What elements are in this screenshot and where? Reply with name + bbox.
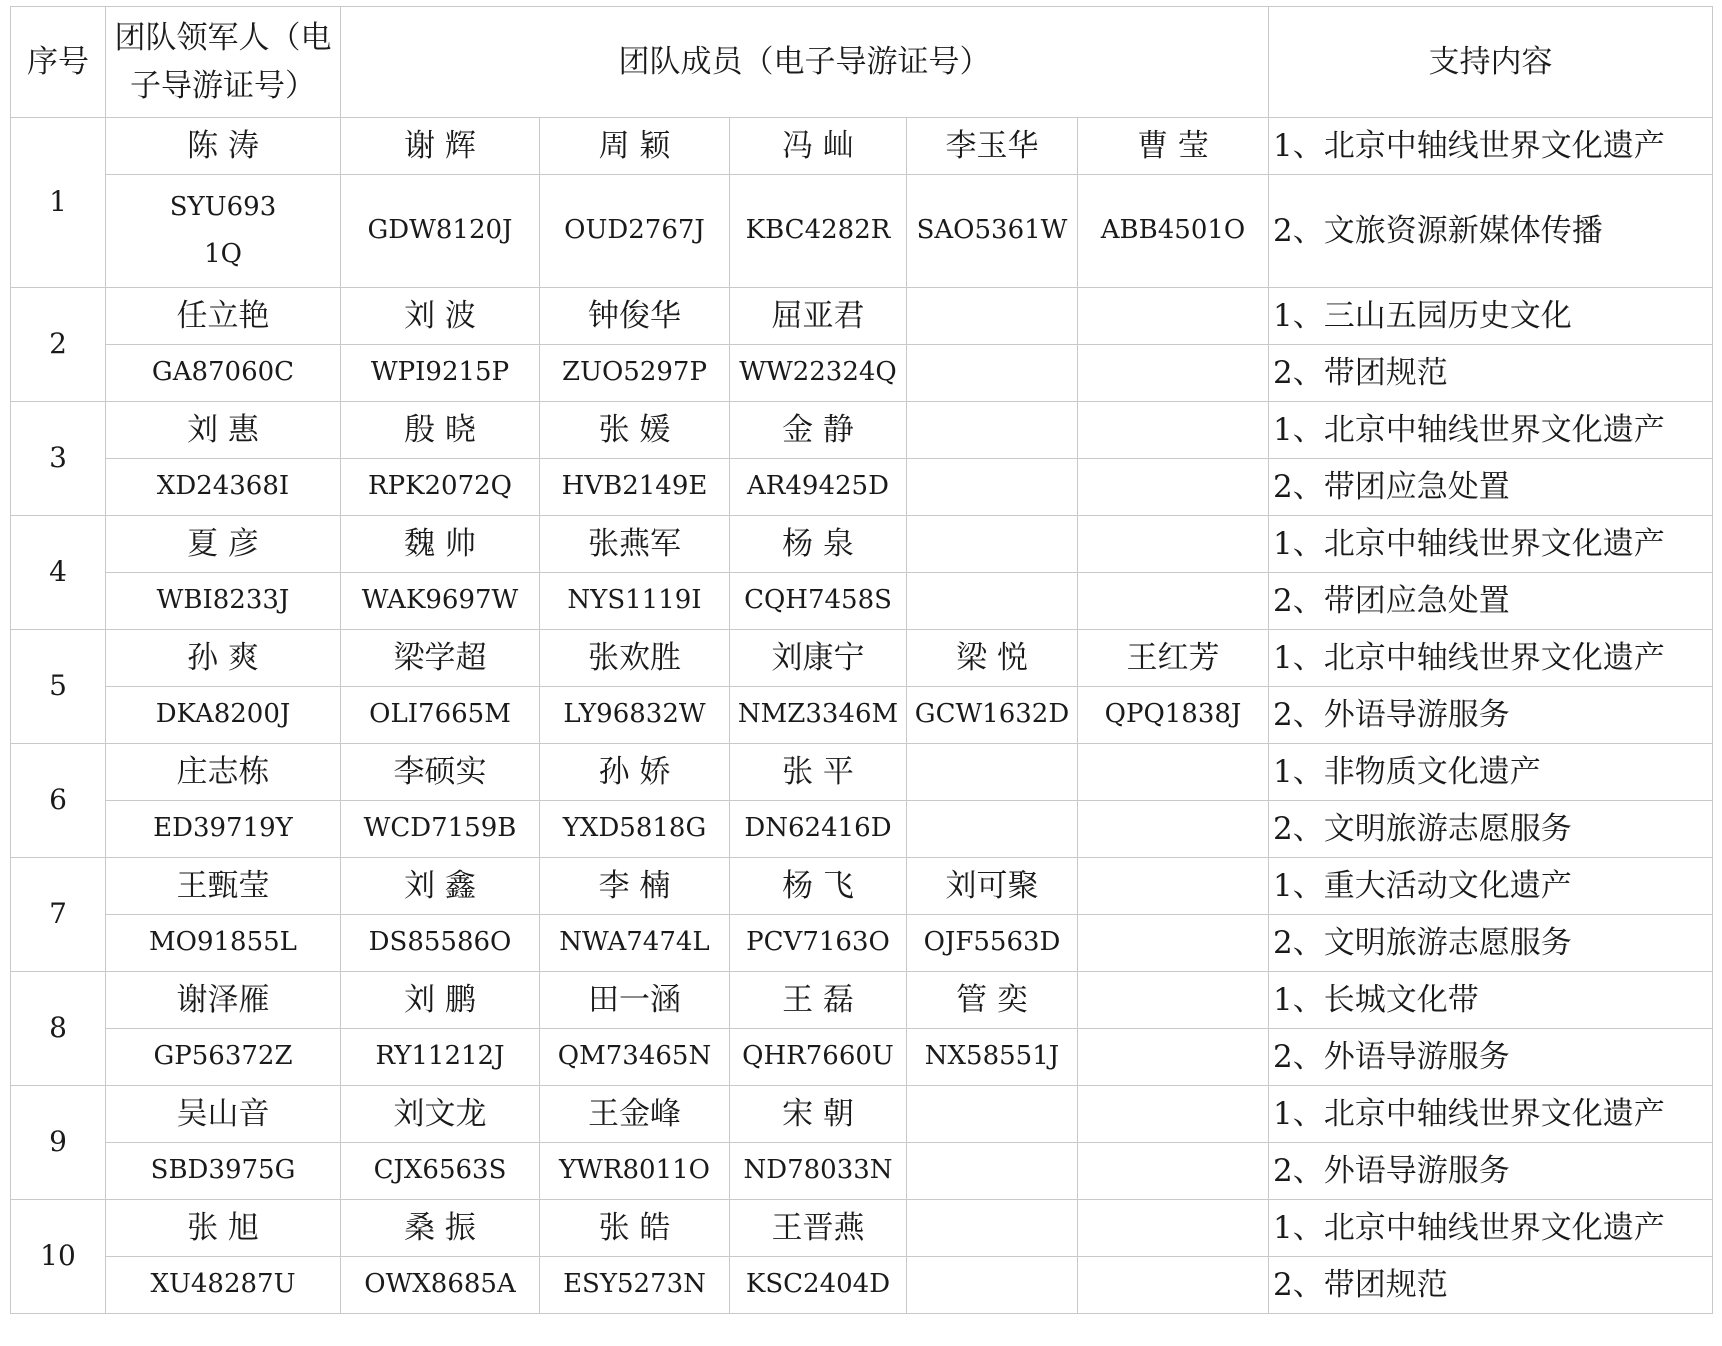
- header-support: 支持内容: [1269, 7, 1713, 118]
- support-item: 2、带团规范: [1269, 1257, 1713, 1314]
- member-code: RPK2072Q: [341, 459, 540, 516]
- member-code: NMZ3346M: [730, 687, 907, 744]
- member-name: 王晋燕: [730, 1200, 907, 1257]
- member-name: [1078, 402, 1269, 459]
- member-code: [907, 345, 1078, 402]
- member-code: AR49425D: [730, 459, 907, 516]
- member-name: 管 奕: [907, 972, 1078, 1029]
- table-row: [11, 516, 1713, 573]
- member-name: 刘 鑫: [341, 858, 540, 915]
- member-name: 李 楠: [540, 858, 730, 915]
- member-code: [907, 1257, 1078, 1314]
- table-row: [11, 1200, 1713, 1257]
- team-table: [10, 6, 1713, 1314]
- table-row: [11, 175, 1713, 288]
- member-code: WPI9215P: [341, 345, 540, 402]
- member-name: 屈亚君: [730, 288, 907, 345]
- member-code: [907, 459, 1078, 516]
- leader-code: XD24368I: [106, 459, 341, 516]
- member-name: 冯 屾: [730, 118, 907, 175]
- table-row: [11, 288, 1713, 345]
- table-row: [11, 345, 1713, 402]
- member-name: [907, 516, 1078, 573]
- table-row: [11, 915, 1713, 972]
- member-name: [1078, 744, 1269, 801]
- support-item: 1、北京中轴线世界文化遗产: [1269, 118, 1713, 175]
- leader-code: SYU6931Q: [106, 175, 341, 288]
- member-code: WCD7159B: [341, 801, 540, 858]
- support-item: 1、北京中轴线世界文化遗产: [1269, 516, 1713, 573]
- row-index: 2: [11, 288, 106, 402]
- member-code: YXD5818G: [540, 801, 730, 858]
- row-index: 3: [11, 402, 106, 516]
- leader-name: 夏 彦: [106, 516, 341, 573]
- member-name: 张 皓: [540, 1200, 730, 1257]
- leader-name: 任立艳: [106, 288, 341, 345]
- header-members: 团队成员（电子导游证号）: [341, 7, 1269, 118]
- member-name: 梁 悦: [907, 630, 1078, 687]
- member-code: YWR8011O: [540, 1143, 730, 1200]
- table-row: [11, 972, 1713, 1029]
- member-code: RY11212J: [341, 1029, 540, 1086]
- row-index: 8: [11, 972, 106, 1086]
- member-code: WAK9697W: [341, 573, 540, 630]
- member-name: 田一涵: [540, 972, 730, 1029]
- member-code: [1078, 1143, 1269, 1200]
- member-name: 李玉华: [907, 118, 1078, 175]
- support-item: 2、带团规范: [1269, 345, 1713, 402]
- row-index: 1: [11, 118, 106, 288]
- member-code: WW22324Q: [730, 345, 907, 402]
- row-index: 5: [11, 630, 106, 744]
- member-code: QPQ1838J: [1078, 687, 1269, 744]
- member-code: [1078, 573, 1269, 630]
- member-name: 张欢胜: [540, 630, 730, 687]
- support-item: 2、文明旅游志愿服务: [1269, 915, 1713, 972]
- table-row: [11, 573, 1713, 630]
- member-name: 谢 辉: [341, 118, 540, 175]
- member-code: GDW8120J: [341, 175, 540, 288]
- support-item: 1、北京中轴线世界文化遗产: [1269, 630, 1713, 687]
- table-row: [11, 459, 1713, 516]
- member-code: KSC2404D: [730, 1257, 907, 1314]
- support-item: 1、重大活动文化遗产: [1269, 858, 1713, 915]
- member-code: OJF5563D: [907, 915, 1078, 972]
- leader-name: 张 旭: [106, 1200, 341, 1257]
- member-name: [907, 1200, 1078, 1257]
- table-row: [11, 1257, 1713, 1314]
- member-code: NYS1119I: [540, 573, 730, 630]
- member-code: CQH7458S: [730, 573, 907, 630]
- table-body: [11, 118, 1713, 1314]
- row-index: 10: [11, 1200, 106, 1314]
- support-item: 2、外语导游服务: [1269, 687, 1713, 744]
- member-code: DN62416D: [730, 801, 907, 858]
- table-row: [11, 744, 1713, 801]
- table-row: [11, 858, 1713, 915]
- member-name: [907, 1086, 1078, 1143]
- support-item: 1、非物质文化遗产: [1269, 744, 1713, 801]
- leader-name: 陈 涛: [106, 118, 341, 175]
- header-leader: [106, 7, 341, 118]
- member-name: 刘 鹏: [341, 972, 540, 1029]
- header-index: 序号: [11, 7, 106, 118]
- member-name: [907, 402, 1078, 459]
- support-item: 1、北京中轴线世界文化遗产: [1269, 402, 1713, 459]
- member-name: 张 媛: [540, 402, 730, 459]
- support-item: 2、外语导游服务: [1269, 1029, 1713, 1086]
- member-code: ABB4501O: [1078, 175, 1269, 288]
- member-name: [1078, 288, 1269, 345]
- table-row: [11, 118, 1713, 175]
- member-name: 魏 帅: [341, 516, 540, 573]
- member-code: ZUO5297P: [540, 345, 730, 402]
- member-name: 金 静: [730, 402, 907, 459]
- member-name: 孙 娇: [540, 744, 730, 801]
- member-name: 周 颖: [540, 118, 730, 175]
- leader-name: 孙 爽: [106, 630, 341, 687]
- member-name: [1078, 516, 1269, 573]
- member-name: 李硕实: [341, 744, 540, 801]
- member-name: [1078, 1200, 1269, 1257]
- member-name: 张 平: [730, 744, 907, 801]
- member-code: DS85586O: [341, 915, 540, 972]
- member-code: QM73465N: [540, 1029, 730, 1086]
- member-code: ESY5273N: [540, 1257, 730, 1314]
- support-item: 2、带团应急处置: [1269, 459, 1713, 516]
- table-row: [11, 1086, 1713, 1143]
- member-code: [907, 1143, 1078, 1200]
- member-code: GCW1632D: [907, 687, 1078, 744]
- member-code: [1078, 1257, 1269, 1314]
- member-name: [1078, 972, 1269, 1029]
- member-name: 杨 飞: [730, 858, 907, 915]
- member-code: [1078, 915, 1269, 972]
- member-code: [1078, 1029, 1269, 1086]
- member-code: [1078, 801, 1269, 858]
- member-name: 王金峰: [540, 1086, 730, 1143]
- leader-code: DKA8200J: [106, 687, 341, 744]
- member-name: 刘康宁: [730, 630, 907, 687]
- table-row: [11, 1143, 1713, 1200]
- table-row: [11, 801, 1713, 858]
- leader-code: WBI8233J: [106, 573, 341, 630]
- leader-code: GA87060C: [106, 345, 341, 402]
- row-index: 9: [11, 1086, 106, 1200]
- support-item: 1、北京中轴线世界文化遗产: [1269, 1200, 1713, 1257]
- member-code: OWX8685A: [341, 1257, 540, 1314]
- row-index: 4: [11, 516, 106, 630]
- member-name: 张燕军: [540, 516, 730, 573]
- member-code: HVB2149E: [540, 459, 730, 516]
- leader-code: ED39719Y: [106, 801, 341, 858]
- leader-name: 吴山音: [106, 1086, 341, 1143]
- member-code: QHR7660U: [730, 1029, 907, 1086]
- member-name: [907, 744, 1078, 801]
- header-leader-text: 团队领军人（电子导游证号）: [114, 19, 332, 104]
- member-code: CJX6563S: [341, 1143, 540, 1200]
- support-item: 2、带团应急处置: [1269, 573, 1713, 630]
- table-row: [11, 1029, 1713, 1086]
- member-name: 王红芳: [1078, 630, 1269, 687]
- member-name: 桑 振: [341, 1200, 540, 1257]
- table-row: [11, 402, 1713, 459]
- support-item: 2、文明旅游志愿服务: [1269, 801, 1713, 858]
- member-code: OUD2767J: [540, 175, 730, 288]
- member-code: [1078, 345, 1269, 402]
- member-code: LY96832W: [540, 687, 730, 744]
- leader-name: 庄志栋: [106, 744, 341, 801]
- member-name: 刘文龙: [341, 1086, 540, 1143]
- member-name: 曹 莹: [1078, 118, 1269, 175]
- leader-name: 刘 惠: [106, 402, 341, 459]
- member-name: 王 磊: [730, 972, 907, 1029]
- leader-code: GP56372Z: [106, 1029, 341, 1086]
- member-name: 宋 朝: [730, 1086, 907, 1143]
- member-code: [907, 801, 1078, 858]
- row-index: 6: [11, 744, 106, 858]
- table-row: [11, 630, 1713, 687]
- leader-name: 谢泽雁: [106, 972, 341, 1029]
- member-name: 刘 波: [341, 288, 540, 345]
- member-code: SAO5361W: [907, 175, 1078, 288]
- support-item: 1、三山五园历史文化: [1269, 288, 1713, 345]
- support-item: 2、外语导游服务: [1269, 1143, 1713, 1200]
- member-name: 梁学超: [341, 630, 540, 687]
- support-item: 1、北京中轴线世界文化遗产: [1269, 1086, 1713, 1143]
- member-code: [907, 573, 1078, 630]
- member-code: NWA7474L: [540, 915, 730, 972]
- member-name: 刘可聚: [907, 858, 1078, 915]
- row-index: 7: [11, 858, 106, 972]
- support-item: 1、长城文化带: [1269, 972, 1713, 1029]
- member-name: [1078, 1086, 1269, 1143]
- member-name: [1078, 858, 1269, 915]
- member-code: OLI7665M: [341, 687, 540, 744]
- member-name: 钟俊华: [540, 288, 730, 345]
- member-name: 殷 晓: [341, 402, 540, 459]
- leader-name: 王甄莹: [106, 858, 341, 915]
- table-row: [11, 687, 1713, 744]
- member-code: PCV7163O: [730, 915, 907, 972]
- member-code: ND78033N: [730, 1143, 907, 1200]
- leader-code: XU48287U: [106, 1257, 341, 1314]
- member-code: [1078, 459, 1269, 516]
- leader-code: SBD3975G: [106, 1143, 341, 1200]
- support-item: 2、文旅资源新媒体传播: [1269, 175, 1713, 288]
- member-code: NX58551J: [907, 1029, 1078, 1086]
- leader-code: MO91855L: [106, 915, 341, 972]
- member-code: KBC4282R: [730, 175, 907, 288]
- member-name: 杨 泉: [730, 516, 907, 573]
- member-name: [907, 288, 1078, 345]
